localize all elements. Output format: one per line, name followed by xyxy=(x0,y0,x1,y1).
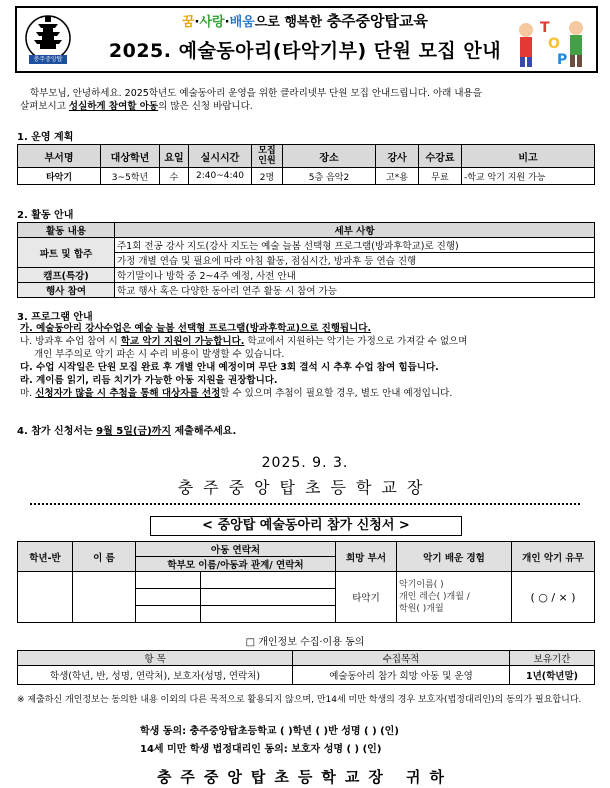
list-item: 다. 수업 시작일은 단원 모집 완료 후 개별 안내 예정이며 무단 3회 결석 시 추후 수업 참여 힘듭니다. xyxy=(20,362,439,373)
table-row xyxy=(18,238,595,253)
experience-field[interactable]: 악기이름( ) 개인 레슨( )개월 / 학원( )개월 xyxy=(397,572,512,623)
cell: 5층 음악2 xyxy=(283,168,376,185)
table-row xyxy=(18,168,595,185)
cell: 타악기 xyxy=(18,168,101,185)
program-list xyxy=(20,322,600,400)
section2-heading: 2. 활동 안내 xyxy=(17,210,74,221)
guardian-signature-line[interactable]: 14세 미만 학생 법정대리인 동의: 보호자 성명 ( ) (인) xyxy=(140,744,382,755)
th: 학년-반 xyxy=(18,542,73,572)
cell: 3~5학년 xyxy=(101,168,160,185)
page-title: 2025. 예술동아리(타악기부) 단원 모집 안내 xyxy=(108,40,502,62)
cell: 학기말이나 방학 중 2~4주 예정, 사전 안내 xyxy=(115,268,595,283)
contact-input[interactable] xyxy=(201,572,336,589)
list-item: 개인 부주의로 악기 파손 시 수리 비용이 발생할 수 있습니다. xyxy=(34,349,285,360)
svg-text:T: T xyxy=(540,20,550,36)
privacy-table xyxy=(17,650,595,685)
th: 악기 배운 경험 xyxy=(397,542,512,572)
th: 세부 사항 xyxy=(115,223,595,238)
th: 희망 부서 xyxy=(336,542,397,572)
list-item: 가. 예술동아리 강사수업은 예술 늘봄 선택형 프로그램(방과후학교)으로 진행됩니다. xyxy=(20,323,372,334)
notice-date: 2025. 9. 3. xyxy=(261,455,349,471)
list-item: 마. 신청자가 많을 시 추첨을 통해 대상자를 선정할 수 있으며 추첨이 필요할 경우, 별도 안내 예정입니다. xyxy=(20,388,453,399)
th: 이 름 xyxy=(73,542,136,572)
cell: 가정 개별 연습 및 필요에 따라 아침 활동, 점심시간, 방과후 등 연습 진행 xyxy=(115,253,595,268)
contact-input[interactable] xyxy=(201,589,336,606)
application-table xyxy=(17,541,595,623)
logo-text: 충주중앙탑 xyxy=(33,56,63,63)
th: 수강료 xyxy=(419,145,462,168)
th: 항 목 xyxy=(18,651,293,666)
cell: 무료 xyxy=(419,168,462,185)
privacy-title: □ 개인정보 수집·이용 동의 xyxy=(245,637,365,648)
th: 학부모 이름/아동과 관계/ 연락처 xyxy=(136,557,336,572)
svg-text:P: P xyxy=(557,52,568,68)
cell: 캠프(특강) xyxy=(18,268,115,283)
contact-input[interactable] xyxy=(201,606,336,623)
cell: 주1회 전공 강사 지도(강사 지도는 예술 늘봄 선택형 프로그램(방과후학교)로 진행) xyxy=(115,238,595,253)
section4-text: 4. 참가 신청서는 9월 5일(금)까지 제출해주세요. xyxy=(17,426,237,437)
table-row xyxy=(18,268,595,283)
th: 실시시간 xyxy=(189,145,252,168)
dept-value: 타악기 xyxy=(336,572,397,623)
activity-table xyxy=(17,222,595,298)
table-row xyxy=(18,283,595,298)
list-item: 라. 계이름 읽기, 리듬 치기가 가능한 아동 지원을 권장합니다. xyxy=(20,375,278,386)
cell: 수 xyxy=(160,168,189,185)
cell: 파트 및 합주 xyxy=(18,238,115,268)
section3-heading: 3. 프로그램 안내 xyxy=(17,312,93,323)
th: 활동 내용 xyxy=(18,223,115,238)
slogan: 꿈·사랑·배움으로 행복한 충주중앙탑교육 xyxy=(181,12,428,30)
cell: 1년(학년말) xyxy=(510,666,595,685)
th: 모집인원 xyxy=(252,145,283,168)
cell: 행사 참여 xyxy=(18,283,115,298)
th: 부서명 xyxy=(18,145,101,168)
th: 보유기간 xyxy=(510,651,595,666)
application-title: < 중앙탑 예술동아리 참가 신청서 > xyxy=(150,516,462,536)
list-item: 나. 방과후 수업 참여 시 학교 악기 지원이 가능합니다. 학교에서 지원하는 악기는 가정으로 가져갈 수 없으며 xyxy=(20,336,468,347)
section1-heading: 1. 운영 계획 xyxy=(17,132,74,143)
cell: -학교 악기 지원 가능 xyxy=(462,168,595,185)
th: 개인 악기 유무 xyxy=(512,542,595,572)
grade-input[interactable] xyxy=(18,572,73,623)
own-instrument-field[interactable]: ( ○ / × ) xyxy=(512,572,595,623)
contact-input[interactable] xyxy=(136,606,201,623)
operation-plan-table xyxy=(17,144,595,185)
name-input[interactable] xyxy=(73,572,136,623)
th: 비고 xyxy=(462,145,595,168)
th: 요일 xyxy=(160,145,189,168)
svg-text:O: O xyxy=(548,36,560,52)
cell: 고*용 xyxy=(376,168,419,185)
cut-line xyxy=(30,503,580,505)
contact-input[interactable] xyxy=(136,589,201,606)
th: 장소 xyxy=(283,145,376,168)
cell: 학교 행사 혹은 다양한 동아리 연주 활동 시 참여 가능 xyxy=(115,283,595,298)
th: 아동 연락처 xyxy=(136,542,336,557)
table-row xyxy=(18,666,595,685)
student-signature-line[interactable]: 학생 동의: 충주중앙탑초등학교 ( )학년 ( )반 성명 ( ) (인) xyxy=(140,726,399,737)
cell: 2명 xyxy=(252,168,283,185)
th: 대상학년 xyxy=(101,145,160,168)
school-name: 충주중앙탑초등학교장 xyxy=(177,478,433,497)
intro-paragraph: 학부모님, 안녕하세요. 2025학년도 예술동아리 운영을 위한 클라리넷부 단원 모집 안내드립니다. 아래 내용을 살펴보시고 성실하게 참여할 아동의 많은 신청 바랍니다. xyxy=(20,88,482,112)
contact-input[interactable] xyxy=(136,572,201,589)
th: 강사 xyxy=(376,145,419,168)
kids-illustration-icon xyxy=(512,12,592,70)
cell: 학생(학년, 반, 성명, 연락처), 보호자(성명, 연락처) xyxy=(18,666,293,685)
footer-recipient: 충주중앙탑초등학교장 귀하 xyxy=(156,768,454,786)
cell: 2:40~4:40 xyxy=(189,168,252,185)
cell: 예술동아리 참가 희망 아동 및 운영 xyxy=(293,666,510,685)
th: 수집목적 xyxy=(293,651,510,666)
privacy-note: ※ 제출하신 개인정보는 동의한 내용 이외의 다른 목적으로 활용되지 않으며, 만14세 미만 학생의 경우 보호자(법정대리인)의 동의가 필요합니다. xyxy=(17,695,582,705)
